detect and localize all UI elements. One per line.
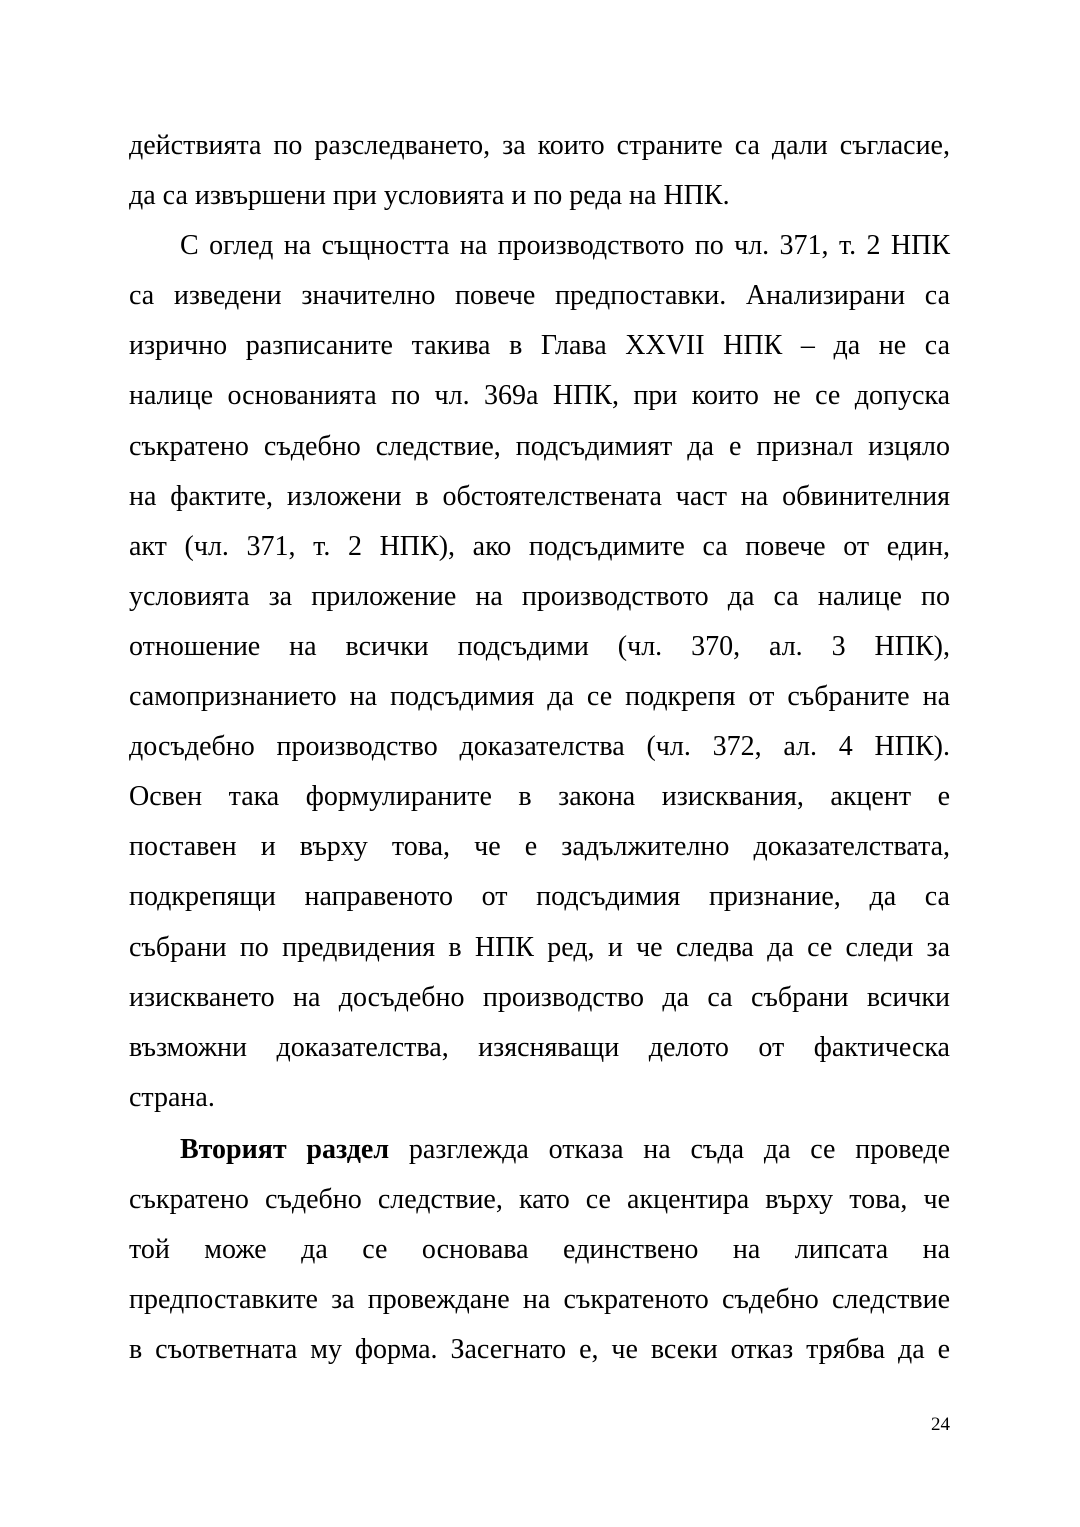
text-line: налице основанията по чл. 369а НПК, при които не се допуска	[129, 380, 950, 412]
text-line: на фактите, изложени в обстоятелствената част на обвинителния	[129, 480, 950, 512]
section-two-heading: Вторият раздел	[180, 1133, 390, 1165]
section-two-first-line-text: разглежда отказа на съда да се проведе	[408, 1133, 950, 1165]
page-number: 24	[931, 1414, 950, 1435]
text-line: действията по разследването, за които страните са дали съгласие,	[129, 130, 950, 161]
text-line: събрани по предвидения в НПК ред, и че следва да се следи за	[129, 931, 950, 963]
text-line: изрично разписаните такива в Глава XXVII НПК – да не са	[129, 330, 950, 362]
text-line: поставен и върху това, че е задължително доказателствата,	[129, 831, 950, 863]
text-line: акт (чл. 371, т. 2 НПК), ако подсъдимите са повече от един,	[129, 530, 950, 562]
section-two-first-line	[129, 1125, 950, 1175]
text-line: предпоставките за провеждане на съкратеното съдебно следствие	[129, 1284, 950, 1316]
text-line: възможни доказателства, изясняващи делото от фактическа	[129, 1031, 950, 1063]
text-line: съкратено съдебно следствие, като се акцентира върху това, че	[129, 1183, 950, 1215]
text-line: С оглед на същността на производството по чл. 371, т. 2 НПК	[180, 230, 950, 262]
text-line: досъдебно производство доказателства (чл. 372, ал. 4 НПК).	[129, 731, 950, 763]
text-line: са изведени значително повече предпоставки. Анализирани са	[129, 280, 950, 312]
text-line: съкратено съдебно следствие, подсъдимият да е признал изцяло	[129, 430, 950, 462]
text-line: да са извършени при условията и по реда на НПК.	[129, 180, 730, 212]
text-line: отношение на всички подсъдими (чл. 370, ал. 3 НПК),	[129, 630, 950, 662]
document-body	[129, 121, 950, 1375]
text-line: страна.	[129, 1081, 215, 1113]
text-line: Освен така формулираните в закона изисквания, акцент е	[129, 781, 950, 813]
text-line: изискването на досъдебно производство да са събрани всички	[129, 981, 950, 1013]
text-line: условията за приложение на производството да са налице по	[129, 580, 950, 612]
text-line: той може да се основава единствено на липсата на	[129, 1234, 950, 1266]
text-line: подкрепящи направеното от подсъдимия признание, да са	[129, 881, 950, 913]
text-line: самопризнанието на подсъдимия да се подкрепя от събраните на	[129, 681, 950, 713]
text-line: в съответната му форма. Засегнато е, че всеки отказ трябва да е	[129, 1334, 950, 1366]
